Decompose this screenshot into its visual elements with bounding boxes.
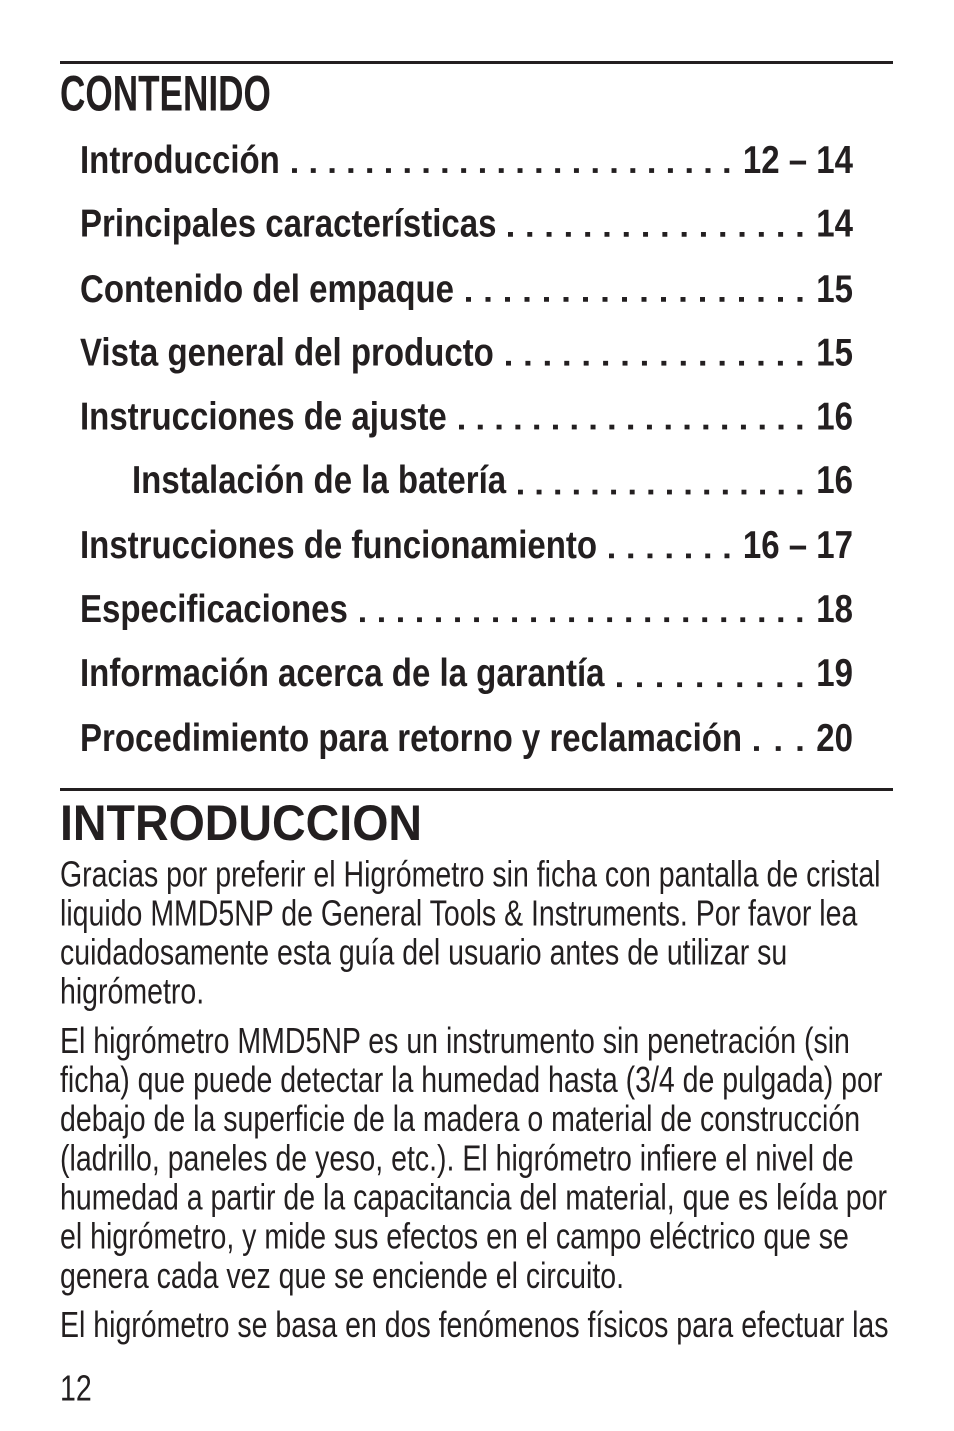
intro-paragraph-3: [60, 1307, 893, 1346]
dot-leader: [506, 321, 816, 385]
toc-entry-contenido-del-empaque: [80, 257, 853, 321]
toc-entry-instrucciones-de-funcionamiento: [80, 513, 853, 577]
toc-entry-label: Especificaciones: [80, 587, 348, 631]
text-line: El higrómetro se basa en dos fenómenos físicos para efectuar las: [60, 1305, 889, 1347]
dot-leader: [609, 513, 743, 577]
toc-entry-label: Principales características: [80, 202, 497, 246]
toc-entry-label: Instalación de la batería: [132, 458, 507, 503]
dot-leader: [754, 706, 816, 770]
toc-entry-label: Vista general del producto: [80, 330, 494, 375]
text-line: el higrómetro, y mide sus efectos en el campo eléctrico que se: [60, 1216, 849, 1258]
text-line: Gracias por preferir el Higrómetro sin ficha con pantalla de cristal: [60, 854, 881, 896]
dot-leader: [466, 257, 816, 321]
toc-entry-label: Instrucciones de ajuste: [80, 394, 447, 439]
text-line: ficha) que puede detectar la humedad hasta (3/4 de pulgada) por: [60, 1060, 883, 1102]
text-line: genera cada vez que se enciende el circuito.: [60, 1255, 625, 1297]
toc-page-number: 18: [816, 587, 853, 631]
toc-page-number: 16 – 17: [742, 522, 853, 567]
toc-page-number: 15: [816, 330, 853, 375]
text-line: liquido MMD5NP de General Tools & Instruments. Por favor lea: [60, 893, 858, 935]
toc-entry-especificaciones: [80, 578, 853, 642]
text-line: El higrómetro MMD5NP es un instrumento sin penetración (sin: [60, 1021, 850, 1063]
toc-page-number: 16: [816, 458, 853, 503]
toc-page-number: 20: [816, 715, 853, 760]
text-line: cuidadosamente esta guía del usuario antes de utilizar su: [60, 932, 788, 974]
toc-entry-introduccion: [80, 128, 853, 192]
section-heading: INTRODUCCION: [60, 794, 423, 851]
dot-leader: [617, 642, 817, 706]
toc-entry-principales-caracteristicas: [80, 193, 853, 257]
text-line: higrómetro.: [60, 971, 205, 1013]
dot-leader: [508, 193, 816, 257]
toc-entry-vista-general: [80, 321, 853, 385]
section-divider: [60, 61, 893, 64]
section-divider: [60, 788, 893, 791]
toc-entry-label: Procedimiento para retorno y reclamación: [80, 715, 743, 760]
dot-leader: [292, 128, 743, 192]
intro-paragraph-1: [60, 856, 893, 1012]
text-line: debajo de la superficie de la madera o material de construcción: [60, 1099, 861, 1141]
toc-entry-label: Información acerca de la garantía: [80, 651, 605, 696]
toc-entry-retorno-y-reclamacion: [80, 706, 853, 770]
intro-paragraph-2: [60, 1023, 893, 1296]
toc-page-number: 15: [816, 266, 853, 310]
table-of-contents: [80, 128, 853, 770]
dot-leader: [459, 385, 816, 449]
toc-entry-label: Introducción: [80, 137, 280, 182]
introduction-body: [60, 856, 893, 1357]
dot-leader: [518, 449, 816, 513]
toc-entry-label: Contenido del empaque: [80, 266, 455, 310]
dot-leader: [360, 578, 816, 642]
page-number: 12: [60, 1368, 92, 1410]
toc-page-number: 12 – 14: [742, 137, 853, 182]
toc-entry-label: Instrucciones de funcionamiento: [80, 522, 598, 567]
toc-page-number: 14: [816, 202, 853, 246]
toc-page-number: 16: [816, 394, 853, 439]
toc-subentry-instalacion-bateria: [80, 449, 853, 513]
toc-heading: CONTENIDO: [60, 66, 271, 122]
toc-entry-instrucciones-de-ajuste: [80, 385, 853, 449]
text-line: (ladrillo, paneles de yeso, etc.). El higrómetro infiere el nivel de: [60, 1138, 854, 1180]
toc-entry-garantia: [80, 642, 853, 706]
text-line: humedad a partir de la capacitancia del material, que es leída por: [60, 1177, 888, 1219]
toc-page-number: 19: [816, 651, 853, 696]
